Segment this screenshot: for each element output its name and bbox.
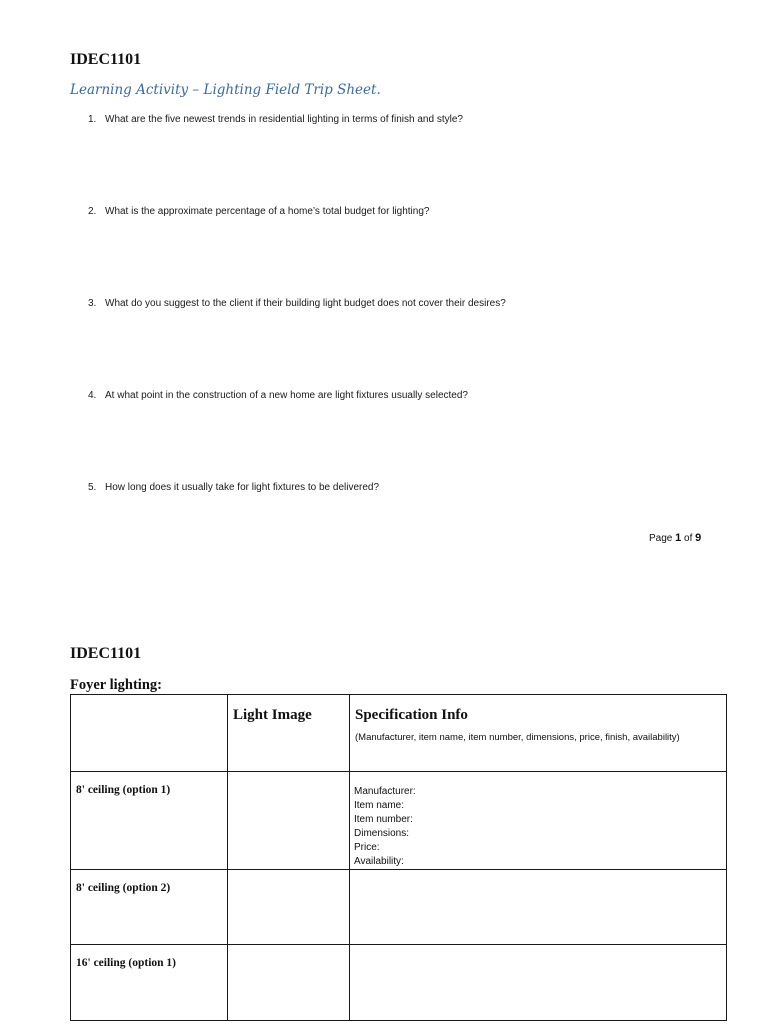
spec-field-price: Price: xyxy=(354,842,380,853)
question-item xyxy=(88,482,379,493)
of-word: of xyxy=(684,533,693,544)
question-text: What are the five newest trends in residential lighting in terms of finish and style? xyxy=(105,114,463,125)
header-cell-empty xyxy=(71,695,228,772)
section-title: Foyer lighting: xyxy=(70,677,162,693)
spec-field-manufacturer: Manufacturer: xyxy=(354,786,416,797)
question-item xyxy=(88,206,429,217)
specification-cell[interactable] xyxy=(350,772,727,870)
header-specification-note: (Manufacturer, item name, item number, dimensions, price, finish, availability) xyxy=(355,732,680,743)
row-label: 8' ceiling (option 2) xyxy=(76,882,171,894)
question-number: 2. xyxy=(88,206,97,217)
row-label-cell xyxy=(71,870,228,945)
page-word: Page xyxy=(649,533,673,544)
header-cell-light-image xyxy=(228,695,350,772)
specification-cell[interactable] xyxy=(350,945,727,1021)
spec-field-item-name: Item name: xyxy=(354,800,405,811)
activity-title: Learning Activity – Lighting Field Trip Sheet. xyxy=(70,82,381,98)
spec-field-item-number: Item number: xyxy=(354,814,413,825)
question-number: 1. xyxy=(88,114,97,125)
course-code: IDEC1101 xyxy=(70,51,142,68)
light-image-cell[interactable] xyxy=(228,870,350,945)
total-pages: 9 xyxy=(695,532,702,544)
row-label: 16' ceiling (option 1) xyxy=(76,957,176,969)
specification-cell[interactable] xyxy=(350,870,727,945)
header-specification-info: Specification Info xyxy=(355,707,468,723)
table-row xyxy=(71,945,727,1021)
header-cell-specification xyxy=(350,695,727,772)
course-code: IDEC1101 xyxy=(70,645,142,662)
light-image-cell[interactable] xyxy=(228,945,350,1021)
question-text: What is the approximate percentage of a home’s total budget for lighting? xyxy=(105,206,430,217)
question-item xyxy=(88,390,468,401)
spec-field-availability: Availability: xyxy=(354,856,404,867)
question-item xyxy=(88,114,463,125)
row-label-cell xyxy=(71,945,228,1021)
table-row xyxy=(71,772,727,870)
light-image-cell[interactable] xyxy=(228,772,350,870)
page-footer xyxy=(649,532,701,544)
question-item xyxy=(88,298,506,309)
foyer-lighting-table xyxy=(70,694,727,1021)
header-light-image: Light Image xyxy=(233,707,312,723)
table-row xyxy=(71,870,727,945)
question-number: 3. xyxy=(88,298,97,309)
question-text: At what point in the construction of a new home are light fixtures usually selected? xyxy=(105,390,468,401)
question-number: 4. xyxy=(88,390,97,401)
question-text: What do you suggest to the client if their building light budget does not cover their desires? xyxy=(105,298,506,309)
spec-field-list xyxy=(350,772,726,869)
spec-field-dimensions: Dimensions: xyxy=(354,828,410,839)
question-text: How long does it usually take for light fixtures to be delivered? xyxy=(105,482,380,493)
page-number: 1 xyxy=(675,532,682,544)
question-number: 5. xyxy=(88,482,97,493)
row-label: 8' ceiling (option 1) xyxy=(76,784,171,796)
row-label-cell xyxy=(71,772,228,870)
table-header-row xyxy=(71,695,727,772)
